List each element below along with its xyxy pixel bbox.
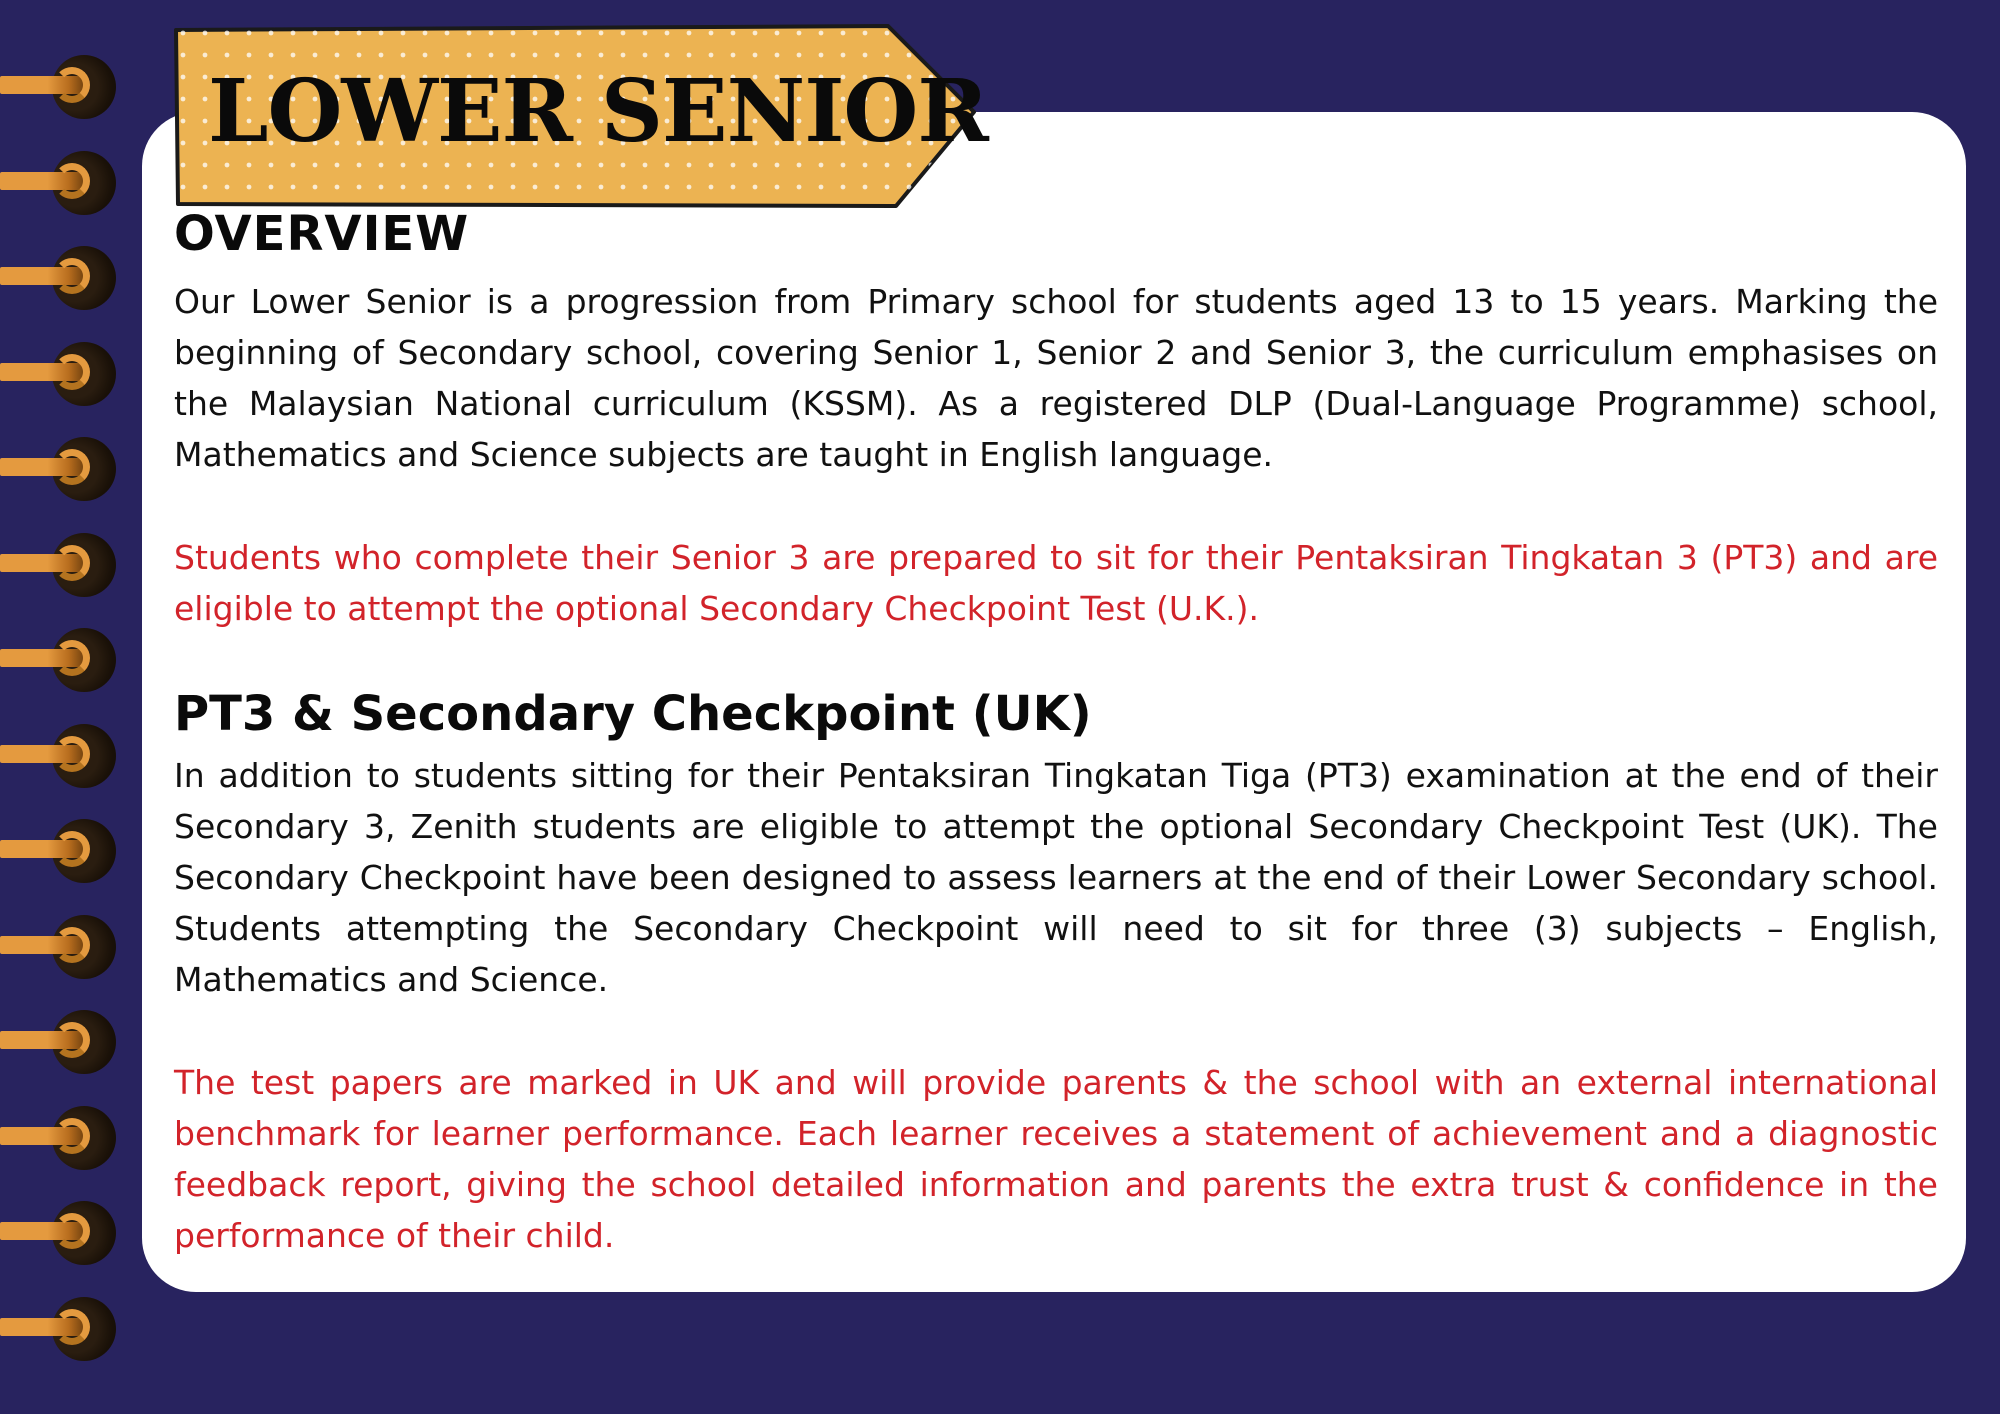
page-title: LOWER SENIOR <box>208 61 988 162</box>
spiral-hook <box>54 1118 90 1154</box>
spiral-ring <box>0 246 125 310</box>
spiral-ring <box>0 1106 125 1170</box>
spiral-ring <box>0 437 125 501</box>
spiral-hook <box>54 67 90 103</box>
spiral-hook <box>54 1309 90 1345</box>
overview-heading: OVERVIEW <box>174 206 470 262</box>
spiral-ring <box>0 915 125 979</box>
checkpoint-heading: PT3 & Secondary Checkpoint (UK) <box>174 686 1092 742</box>
spiral-ring <box>0 342 125 406</box>
spiral-hook <box>54 736 90 772</box>
overview-paragraph: Our Lower Senior is a progression from Primary school for students aged 13 to 15 years. Marking the beginning of Secondary school, covering Senior 1, Senior 2 and Senior 3, the curriculum emphasises on the Malaysian National curriculum (KSSM). As a registered DLP (Dual-Language Programme) school, Mathematics and Science subjects are taught in English language. <box>174 282 1938 474</box>
spiral-hook <box>54 545 90 581</box>
spiral-ring <box>0 819 125 883</box>
overview-highlight-paragraph: Students who complete their Senior 3 are prepared to sit for their Pentaksiran Tingkatan 3 (PT3) and are eligible to attempt the optional Secondary Checkpoint Test (U.K.). <box>174 538 1938 628</box>
spiral-hook <box>54 354 90 390</box>
spiral-hook <box>54 163 90 199</box>
main-content <box>174 206 1938 1261</box>
spiral-ring <box>0 628 125 692</box>
spiral-ring <box>0 151 125 215</box>
checkpoint-paragraph: In addition to students sitting for their Pentaksiran Tingkatan Tiga (PT3) examination at the end of their Secondary 3, Zenith students are eligible to attempt the optional Secondary Checkpoint Test (UK). The Secondary Checkpoint have been designed to assess learners at the end of their Lower Secondary school. Students attempting the Secondary Checkpoint will need to sit for three (3) subjects – English, Mathematics and Science. <box>174 756 1938 999</box>
checkpoint-highlight-paragraph: The test papers are marked in UK and will provide parents & the school with an external international benchmark for learner performance. Each learner receives a statement of achievement and a diagnostic feedback report, giving the school detailed information and parents the extra trust & confidence in the performance of their child. <box>174 1063 1938 1255</box>
spiral-ring <box>0 55 125 119</box>
title-banner <box>172 22 988 210</box>
spiral-hook <box>54 1213 90 1249</box>
spiral-ring <box>0 533 125 597</box>
spiral-binding <box>0 55 125 1375</box>
spiral-hook <box>54 640 90 676</box>
spiral-ring <box>0 1010 125 1074</box>
spiral-hook <box>54 258 90 294</box>
spiral-ring <box>0 724 125 788</box>
spiral-hook <box>54 927 90 963</box>
spiral-ring <box>0 1297 125 1361</box>
spiral-ring <box>0 1201 125 1265</box>
spiral-hook <box>54 1022 90 1058</box>
spiral-hook <box>54 831 90 867</box>
spiral-hook <box>54 449 90 485</box>
